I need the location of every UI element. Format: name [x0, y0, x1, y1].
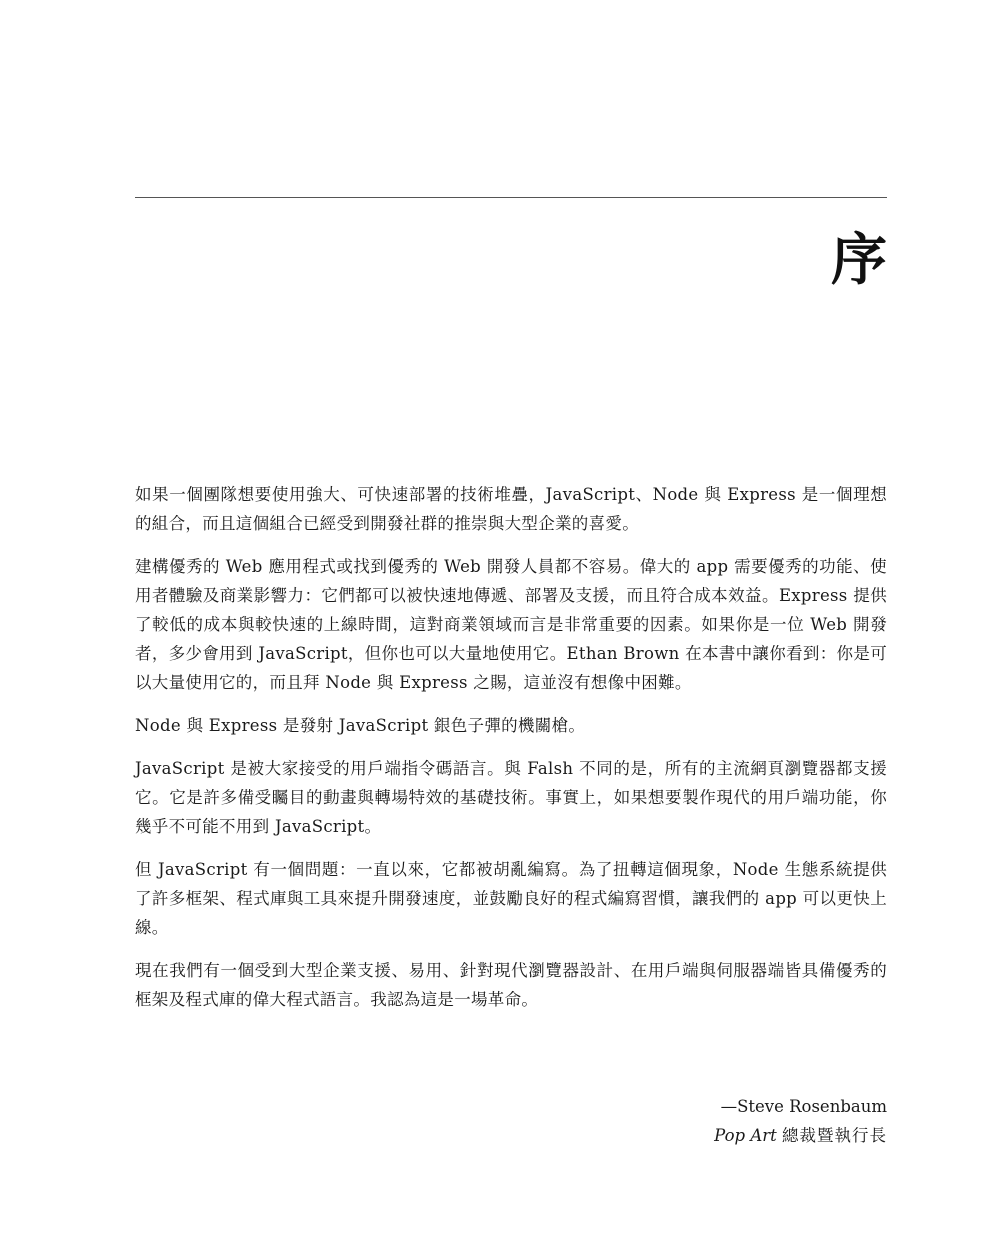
signature-affiliation: [714, 1121, 887, 1150]
book-page: [135, 0, 887, 1243]
paragraph-5: 但 JavaScript 有一個問題：一直以來，它都被胡亂編寫。為了扭轉這個現象，Node 生態系統提供了許多框架、程式庫與工具來提升開發速度，並鼓勵良好的程式編寫習慣，讓我們的 app 可以更快上線。: [135, 860, 887, 937]
paragraph-3: Node 與 Express 是發射 JavaScript 銀色子彈的機關槍。: [135, 716, 586, 735]
signature-company: Pop Art: [714, 1126, 777, 1145]
signature-author: —Steve Rosenbaum: [720, 1097, 887, 1116]
chapter-title: 序: [831, 228, 887, 293]
paragraph-2: 建構優秀的 Web 應用程式或找到優秀的 Web 開發人員都不容易。偉大的 app 需要優秀的功能、使用者體驗及商業影響力：它們都可以被快速地傳遞、部署及支援，而且符合成本效益。Express 提供了較低的成本與較快速的上線時間，這對商業領域而言是非常重要的因素。如果你是一位 Web 開發者，多少會用到 JavaScript，但你也可以大量地使用它。Ethan Brown 在本書中讓你看到：你是可以大量使用它的，而且拜 Node 與 Express 之賜，這並沒有想像中困難。: [135, 557, 887, 692]
header-rule: [135, 197, 887, 198]
paragraph-1: 如果一個團隊想要使用強大、可快速部署的技術堆疊，JavaScript、Node 與 Express 是一個理想的組合，而且這個組合已經受到開發社群的推崇與大型企業的喜愛。: [135, 485, 887, 533]
paragraph-6: 現在我們有一個受到大型企業支援、易用、針對現代瀏覽器設計、在用戶端與伺服器端皆具備優秀的框架及程式庫的偉大程式語言。我認為這是一場革命。: [135, 961, 887, 1009]
foreword-body: [135, 480, 887, 1028]
signature-role: 總裁暨執行長: [782, 1126, 887, 1145]
paragraph-4: JavaScript 是被大家接受的用戶端指令碼語言。與 Falsh 不同的是，所有的主流網頁瀏覽器都支援它。它是許多備受矚目的動畫與轉場特效的基礎技術。事實上，如果想要製作現代的用戶端功能，你幾乎不可能不用到 JavaScript。: [135, 759, 887, 836]
signature-block: [714, 1092, 887, 1150]
